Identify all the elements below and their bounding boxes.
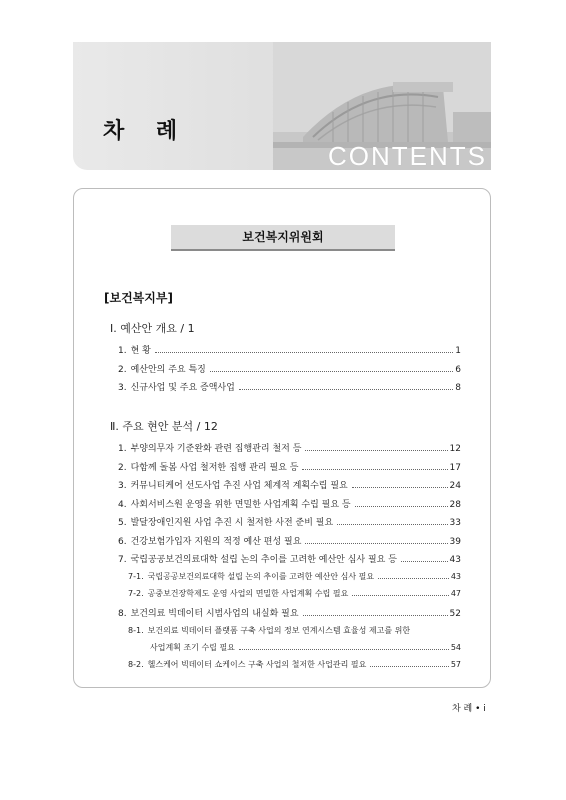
entry-number: 3. [118, 481, 127, 491]
entry-label: 발달장애인지원 사업 추진 시 철저한 사전 준비 필요 [130, 518, 334, 528]
dot-leader [305, 543, 447, 544]
dot-leader [352, 595, 448, 596]
entry-label: 국립공공보건의료대학 설립 논의 추이를 고려한 예산안 심사 필요 등 [130, 555, 397, 565]
dot-leader [155, 352, 453, 353]
contents-watermark: CONTENTS [328, 141, 487, 170]
toc-subentry-continuation[interactable] [150, 642, 461, 656]
entry-label: 신규사업 및 주요 증액사업 [130, 383, 235, 393]
entry-page: 6 [455, 365, 461, 375]
dot-leader [210, 371, 453, 372]
entry-number: 3. [118, 383, 127, 393]
entry-label-continuation: 사업계획 조기 수립 필요 [150, 643, 235, 652]
entry-page: 43 [449, 555, 461, 565]
entry-label: 현 황 [130, 346, 151, 356]
entry-page: 8 [455, 383, 461, 393]
entry-number: 8. [118, 609, 127, 619]
entry-page: 17 [449, 463, 461, 473]
entry-label: 예산안의 주요 특징 [130, 365, 206, 375]
entry-label: 헬스케어 빅데이터 쇼케이스 구축 사업의 철저한 사업관리 필요 [147, 660, 367, 669]
header-banner [73, 42, 491, 170]
entry-page: 52 [449, 609, 461, 619]
entry-number: 7-1. [128, 572, 144, 581]
toc-subentry[interactable] [128, 571, 461, 585]
entry-number: 1. [118, 444, 127, 454]
entry-page: 47 [450, 589, 461, 598]
entry-number: 2. [118, 365, 127, 375]
page-footer: 차 례 • i [452, 704, 486, 714]
toc-entry[interactable] [118, 380, 461, 394]
entry-page: 1 [455, 346, 461, 356]
toc-entry[interactable] [118, 606, 461, 620]
toc-entry[interactable] [118, 343, 461, 357]
entry-page: 43 [450, 572, 461, 581]
committee-heading: 보건복지위원회 [171, 225, 395, 251]
entry-page: 54 [450, 643, 461, 652]
toc-entry[interactable] [118, 460, 461, 474]
entry-number: 1. [118, 346, 127, 356]
entry-number: 5. [118, 518, 127, 528]
entry-label: 커뮤니티케어 선도사업 추진 사업 체계적 계획수립 필요 [130, 481, 348, 491]
dot-leader [239, 649, 449, 650]
toc-entry[interactable] [118, 478, 461, 492]
dot-leader [370, 666, 448, 667]
entry-number: 7-2. [128, 589, 144, 598]
entry-label: 다함께 돌봄 사업 철저한 집행 관리 필요 등 [130, 463, 299, 473]
entry-page: 33 [449, 518, 461, 528]
entry-label: 공중보건장학제도 운영 사업의 면밀한 사업계획 수립 필요 [147, 589, 349, 598]
dot-leader [303, 615, 448, 616]
entry-page: 12 [449, 444, 461, 454]
entry-label: 보건의료 빅데이터 시범사업의 내실화 필요 [130, 609, 299, 619]
entry-label: 부양의무자 기준완화 관련 집행관리 철저 등 [130, 444, 302, 454]
entry-label: 국립공공보건의료대학 설립 논의 추이를 고려한 예산안 심사 필요 [147, 572, 375, 581]
page-title: 차 례 [103, 119, 190, 144]
ministry-heading: [보건복지부] [104, 291, 173, 305]
dot-leader [239, 389, 453, 390]
dot-leader [302, 469, 447, 470]
dot-leader [401, 561, 448, 562]
entry-page: 28 [449, 500, 461, 510]
entry-number: 4. [118, 500, 127, 510]
dot-leader [337, 524, 447, 525]
entry-number: 7. [118, 555, 127, 565]
entry-number: 8-2. [128, 660, 144, 669]
dot-leader [305, 450, 447, 451]
toc-subentry[interactable] [128, 625, 461, 639]
dot-leader [355, 506, 448, 507]
toc-entry[interactable] [118, 534, 461, 548]
toc-entry[interactable] [118, 441, 461, 455]
toc-subentry[interactable] [128, 588, 461, 602]
entry-page: 24 [449, 481, 461, 491]
toc-entry[interactable] [118, 515, 461, 529]
entry-number: 6. [118, 537, 127, 547]
dot-leader [378, 578, 449, 579]
toc-entry[interactable] [118, 497, 461, 511]
toc-subentry[interactable] [128, 659, 461, 673]
entry-label: 보건의료 빅데이터 플랫폼 구축 사업의 정보 연계시스템 효율성 제고를 위한 [147, 626, 411, 635]
toc-entry[interactable] [118, 362, 461, 376]
entry-label: 건강보험가입자 지원의 적정 예산 편성 필요 [130, 537, 302, 547]
toc-entry[interactable] [118, 552, 461, 566]
entry-number: 2. [118, 463, 127, 473]
section-heading-1: Ⅰ. 예산안 개요 / 1 [110, 322, 195, 335]
section-heading-2: Ⅱ. 주요 현안 분석 / 12 [110, 420, 218, 433]
entry-number: 8-1. [128, 626, 144, 635]
entry-label: 사회서비스원 운영을 위한 면밀한 사업계획 수립 필요 등 [130, 500, 351, 510]
dot-leader [352, 487, 448, 488]
entry-page: 39 [449, 537, 461, 547]
entry-page: 57 [450, 660, 461, 669]
